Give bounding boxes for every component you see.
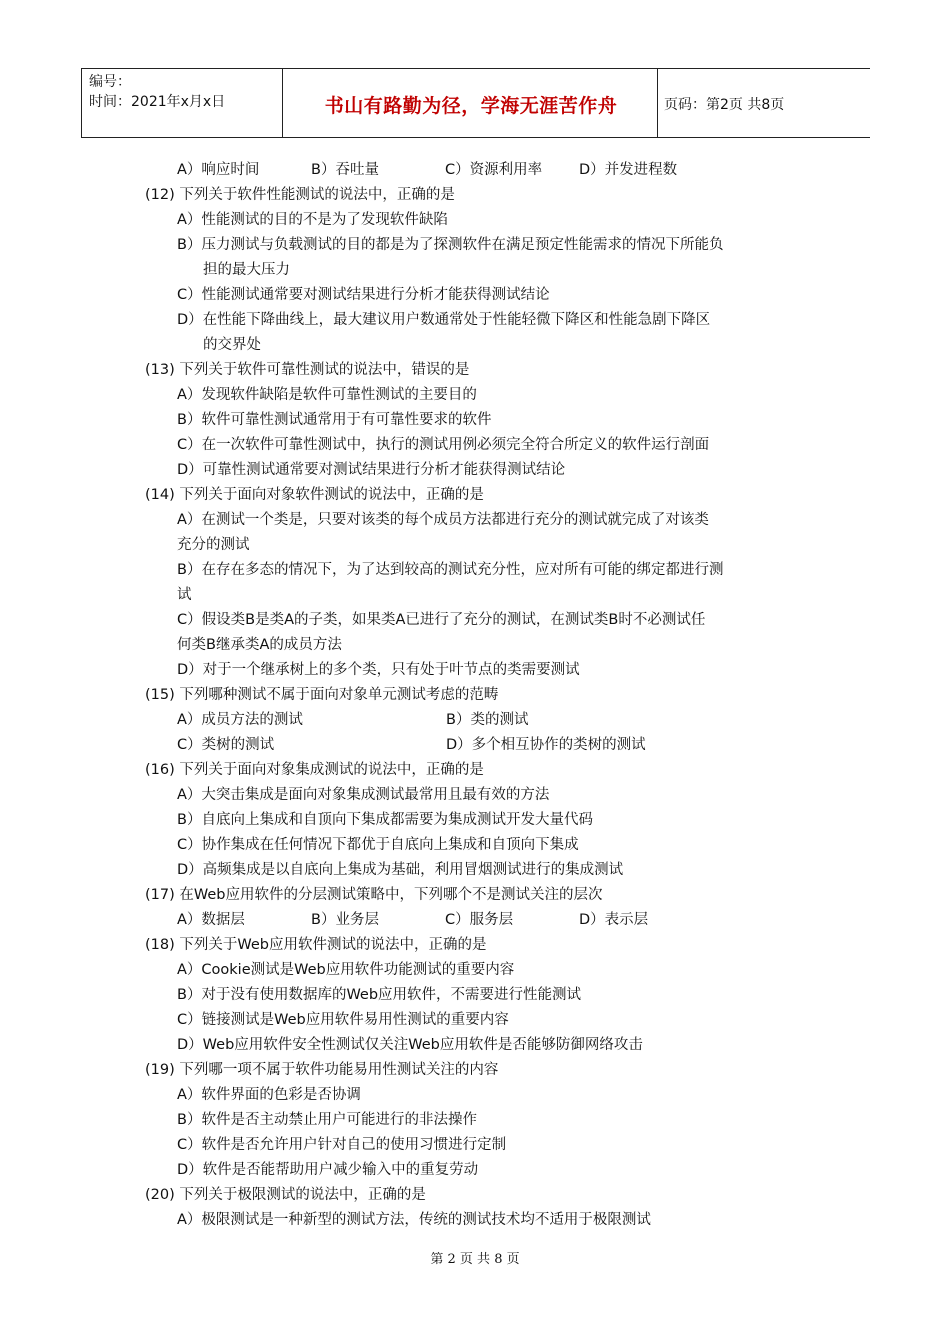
q20-stem: (20) 下列关于极限测试的说法中，正确的是 — [145, 1187, 426, 1203]
q15-option-b: B）类的测试 — [446, 712, 529, 728]
q18-stem: (18) 下列关于Web应用软件测试的说法中，正确的是 — [145, 937, 487, 953]
q16-stem: (16) 下列关于面向对象集成测试的说法中，正确的是 — [145, 762, 484, 778]
q15-option-d: D）多个相互协作的类树的测试 — [446, 737, 646, 753]
q16-option-c: C）协作集成在任何情况下都优于自底向上集成和自顶向下集成 — [177, 837, 579, 853]
header-meta — [89, 72, 225, 112]
q12-option-c: C）性能测试通常要对测试结果进行分析才能获得测试结论 — [177, 287, 550, 303]
q17-stem: (17) 在Web应用软件的分层测试策略中，下列哪个不是测试关注的层次 — [145, 887, 603, 903]
q12-option-b-cont: 担的最大压力 — [203, 262, 290, 278]
q19-stem: (19) 下列哪一项不属于软件功能易用性测试关注的内容 — [145, 1062, 499, 1078]
footer-page-number: 第 2 页 共 8 页 — [430, 1252, 520, 1267]
q18-option-d: D）Web应用软件安全性测试仅关注Web应用软件是否能够防御网络攻击 — [177, 1037, 643, 1053]
q15-option-c: C）类树的测试 — [177, 737, 275, 753]
q12-stem: (12) 下列关于软件性能测试的说法中，正确的是 — [145, 187, 455, 203]
page-footer — [0, 1248, 950, 1267]
option-a: A）响应时间 — [177, 162, 260, 178]
q17-option-a: A）数据层 — [177, 912, 245, 928]
q13-option-a: A）发现软件缺陷是软件可靠性测试的主要目的 — [177, 387, 477, 403]
time-label: 时间：2021年x月x日 — [89, 94, 226, 110]
q17-option-b: B）业务层 — [311, 912, 379, 928]
q20-option-a: A）极限测试是一种新型的测试方法，传统的测试技术均不适用于极限测试 — [177, 1212, 651, 1228]
q13-option-b: B）软件可靠性测试通常用于有可靠性要求的软件 — [177, 412, 492, 428]
q16-option-a: A）大突击集成是面向对象集成测试最常用且最有效的方法 — [177, 787, 550, 803]
q14-option-a-cont: 充分的测试 — [177, 537, 250, 553]
q16-option-d: D）高频集成是以自底向上集成为基础，利用冒烟测试进行的集成测试 — [177, 862, 624, 878]
header-divider — [282, 69, 283, 137]
q14-option-d: D）对于一个继承树上的多个类，只有处于叶节点的类需要测试 — [177, 662, 580, 678]
option-b: B）吞吐量 — [311, 162, 379, 178]
code-label: 编号： — [89, 74, 131, 90]
q17-option-c: C）服务层 — [445, 912, 514, 928]
q12-option-b: B）压力测试与负载测试的目的都是为了探测软件在满足预定性能需求的情况下所能负 — [177, 237, 724, 253]
q12-option-a: A）性能测试的目的不是为了发现软件缺陷 — [177, 212, 448, 228]
q18-option-c: C）链接测试是Web应用软件易用性测试的重要内容 — [177, 1012, 509, 1028]
option-c: C）资源利用率 — [445, 162, 543, 178]
option-d: D）并发进程数 — [579, 162, 678, 178]
q14-option-c: C）假设类B是类A的子类，如果类A已进行了充分的测试，在测试类B时不必测试任 — [177, 612, 706, 628]
q14-option-c-cont: 何类B继承类A的成员方法 — [177, 637, 342, 653]
q15-stem: (15) 下列哪种测试不属于面向对象单元测试考虑的范畴 — [145, 687, 499, 703]
header-motto: 书山有路勤为径，学海无涯苦作舟 — [324, 95, 618, 117]
q14-option-b-cont: 试 — [177, 587, 192, 603]
q16-option-b: B）自底向上集成和自顶向下集成都需要为集成测试开发大量代码 — [177, 812, 593, 828]
q14-option-a: A）在测试一个类是，只要对该类的每个成员方法都进行充分的测试就完成了对该类 — [177, 512, 709, 528]
header-divider — [657, 69, 658, 137]
q19-option-c: C）软件是否允许用户针对自己的使用习惯进行定制 — [177, 1137, 507, 1153]
q19-option-d: D）软件是否能帮助用户减少输入中的重复劳动 — [177, 1162, 479, 1178]
q17-option-d: D）表示层 — [579, 912, 649, 928]
q19-option-b: B）软件是否主动禁止用户可能进行的非法操作 — [177, 1112, 477, 1128]
q13-option-d: D）可靠性测试通常要对测试结果进行分析才能获得测试结论 — [177, 462, 566, 478]
header-table — [81, 68, 870, 138]
q12-option-d: D）在性能下降曲线上，最大建议用户数通常处于性能轻微下降区和性能急剧下降区 — [177, 312, 711, 328]
q18-option-b: B）对于没有使用数据库的Web应用软件，不需要进行性能测试 — [177, 987, 582, 1003]
q14-stem: (14) 下列关于面向对象软件测试的说法中，正确的是 — [145, 487, 484, 503]
q18-option-a: A）Cookie测试是Web应用软件功能测试的重要内容 — [177, 962, 515, 978]
q13-option-c: C）在一次软件可靠性测试中，执行的测试用例必须完全符合所定义的软件运行剖面 — [177, 437, 710, 453]
q13-stem: (13) 下列关于软件可靠性测试的说法中，错误的是 — [145, 362, 470, 378]
header-page-info: 页码：第2页 共8页 — [664, 97, 785, 113]
header-divider — [81, 69, 82, 137]
q14-option-b: B）在存在多态的情况下，为了达到较高的测试充分性，应对所有可能的绑定都进行测 — [177, 562, 724, 578]
q19-option-a: A）软件界面的色彩是否协调 — [177, 1087, 361, 1103]
q15-option-a: A）成员方法的测试 — [177, 712, 303, 728]
q12-option-d-cont: 的交界处 — [203, 337, 261, 353]
